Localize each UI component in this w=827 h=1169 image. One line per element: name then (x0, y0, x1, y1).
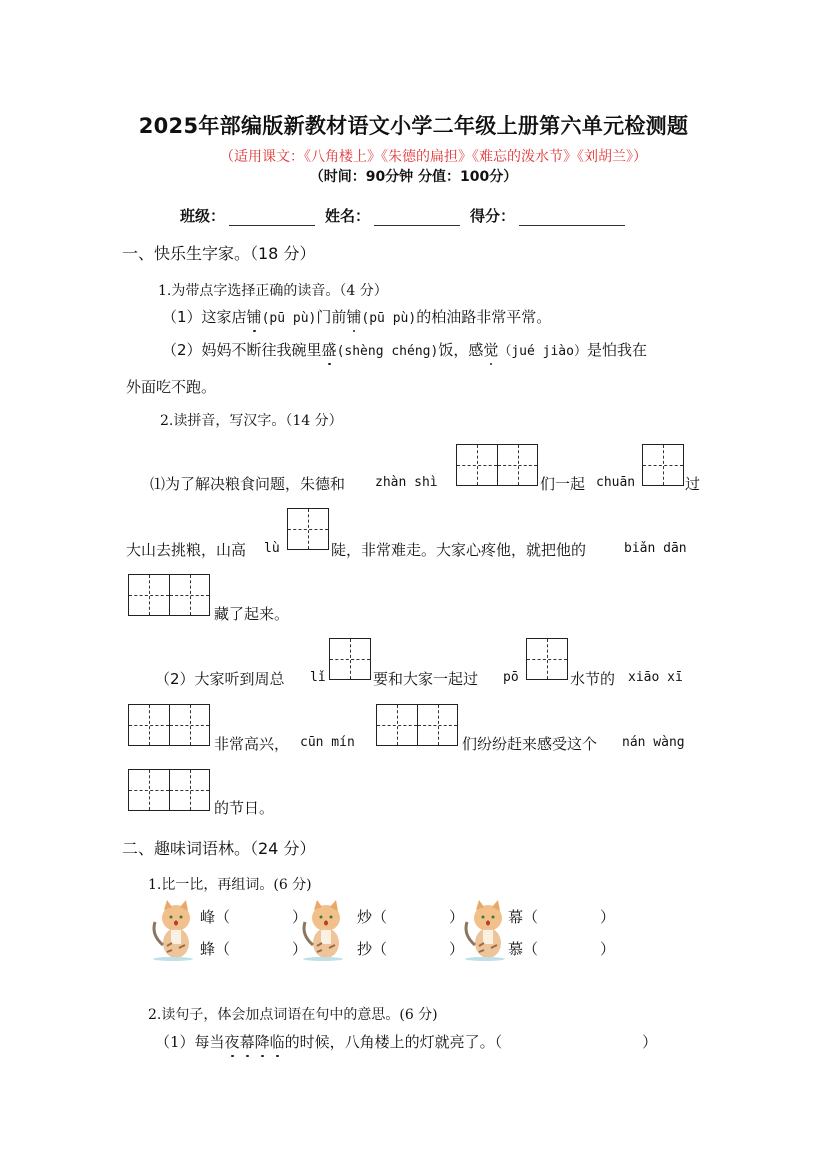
paren: ） (600, 908, 616, 926)
paren: （ (372, 908, 388, 926)
dotted-char: 铺 (346, 308, 362, 326)
text: 的时候，八角楼上的灯就亮了。（ (284, 1033, 503, 1051)
paren: ） (449, 908, 465, 926)
paren: （ (523, 940, 539, 958)
pinyin-li: lǐ (310, 670, 326, 685)
grid-cell[interactable] (129, 770, 169, 810)
cat-illustration-icon (299, 900, 345, 962)
p2-line1-a: （2）大家听到周总 (155, 670, 285, 688)
cat-illustration-icon (461, 900, 507, 962)
dotted-char: 降 (254, 1033, 270, 1051)
word-row (200, 938, 307, 959)
pinyin-po: pō (503, 670, 519, 685)
paren: （ (372, 940, 388, 958)
q1-prompt: 1.为带点字选择正确的读音。（4 分） (158, 283, 388, 299)
text: 的柏油路非常平常。 (416, 308, 552, 326)
dotted-char: 夜 (224, 1033, 240, 1051)
writing-grid-lu[interactable] (287, 508, 329, 550)
writing-grid-biandan[interactable] (128, 574, 210, 616)
paren: ） (642, 1033, 658, 1051)
name-blank[interactable] (374, 209, 460, 226)
writing-grid-zhanshi[interactable] (456, 444, 538, 486)
word-row (508, 938, 615, 959)
p2-line2-e: 们纷纷赶来感受这个 (462, 735, 598, 753)
grid-cell[interactable] (288, 509, 328, 549)
p1-line2-d: 大山去挑粮，山高 (126, 541, 247, 559)
s2-q2-item-1 (155, 1031, 657, 1052)
pinyin-nanwang: nán wàng (622, 735, 685, 750)
s2-q1-prompt: 1.比一比，再组词。(6 分) (148, 877, 312, 893)
text: （2）妈妈不断往我碗里 (162, 341, 322, 359)
compare-char: 炒 (357, 908, 373, 926)
grid-cell[interactable] (169, 575, 209, 615)
writing-grid-xiaoxi[interactable] (128, 704, 210, 746)
student-info-row (180, 205, 635, 226)
grid-cell[interactable] (417, 705, 457, 745)
writing-grid-chuan[interactable] (642, 444, 684, 486)
pinyin-options[interactable]: (pū pù) (361, 311, 417, 326)
compare-char: 峰 (200, 908, 216, 926)
p2-line2-d: 非常高兴， (214, 735, 290, 753)
pinyin-options[interactable]: （jué jiào） (498, 344, 587, 359)
grid-cell[interactable] (129, 575, 169, 615)
p1-line1-c: 过 (685, 475, 701, 493)
class-label: 班级： (180, 207, 226, 225)
pinyin-lu: lù (264, 541, 280, 556)
s2-q2-prompt: 2.读句子，体会加点词语在句中的意思。(6 分) (148, 1007, 438, 1023)
p2-line3-f: 的节日。 (214, 799, 275, 817)
paren: （ (215, 940, 231, 958)
pinyin-xiaoxi: xiāo xī (628, 670, 683, 685)
grid-cell[interactable] (527, 639, 567, 679)
dotted-char: 觉 (483, 341, 499, 359)
dotted-char: 幕 (239, 1033, 255, 1051)
pinyin-chuan: chuān (596, 475, 636, 490)
paren: ） (449, 940, 465, 958)
grid-cell[interactable] (129, 705, 169, 745)
word-row (200, 906, 307, 927)
text: 是怕我在 (586, 341, 647, 359)
compare-char: 蜂 (200, 940, 216, 958)
section-1-heading: 一、快乐生字家。（18 分） (122, 244, 316, 263)
pinyin-options[interactable]: (shèng chéng) (336, 344, 439, 359)
dotted-char: 盛 (321, 341, 337, 359)
writing-grid-cunmin[interactable] (376, 704, 458, 746)
text: 饭，感 (438, 341, 484, 359)
p1-line1-a: ⑴为了解决粮食问题，朱德和 (150, 475, 346, 493)
q2-prompt: 2.读拼音，写汉字。（14 分） (160, 413, 343, 429)
p1-line3-f: 藏了起来。 (214, 605, 290, 623)
grid-cell[interactable] (377, 705, 417, 745)
grid-cell[interactable] (643, 445, 683, 485)
cat-illustration-icon (149, 900, 195, 962)
q1-item-2 (162, 339, 647, 360)
applicable-lessons: （适用课文：《八角楼上》《朱德的扁担》《难忘的泼水节》《刘胡兰》） (220, 149, 647, 165)
class-blank[interactable] (229, 209, 315, 226)
grid-cell[interactable] (497, 445, 537, 485)
page-title: 2025年部编版新教材语文小学二年级上册第六单元检测题 (138, 114, 689, 138)
p2-line1-c: 水节的 (570, 670, 616, 688)
dotted-char: 临 (269, 1033, 285, 1051)
paren: ） (600, 940, 616, 958)
pinyin-cunmin: cūn mín (300, 735, 355, 750)
score-label: 得分： (470, 207, 516, 225)
text: （1）每当 (155, 1033, 225, 1051)
writing-grid-li[interactable] (329, 638, 371, 680)
writing-grid-po[interactable] (526, 638, 568, 680)
pinyin-biandan: biǎn dān (624, 541, 687, 556)
p1-line1-b: 们一起 (540, 475, 586, 493)
grid-cell[interactable] (457, 445, 497, 485)
compare-char: 抄 (357, 940, 373, 958)
word-row (357, 906, 464, 927)
compare-char: 幕 (508, 908, 524, 926)
paren: ） (292, 908, 308, 926)
section-2-heading: 二、趣味词语林。（24 分） (122, 839, 316, 858)
paren: （ (215, 908, 231, 926)
pinyin-options[interactable]: (pū pù) (261, 311, 317, 326)
name-label: 姓名： (325, 207, 371, 225)
writing-grid-nanwang[interactable] (128, 769, 210, 811)
q1-item-1 (162, 306, 551, 327)
q1-item-2-cont: 外面吃不跑。 (126, 378, 217, 396)
paren: ） (292, 940, 308, 958)
compare-char: 慕 (508, 940, 524, 958)
exam-meta: （时间：90分钟 分值：100分） (309, 169, 518, 185)
p2-line1-b: 要和大家一起过 (373, 670, 479, 688)
dotted-char: 铺 (246, 308, 262, 326)
text: 门前 (316, 308, 347, 326)
p1-line2-e: 陡，非常难走。大家心疼他，就把他的 (331, 541, 587, 559)
word-row (357, 938, 464, 959)
text: （1）这家店 (162, 308, 247, 326)
pinyin-zhanshi: zhàn shì (375, 475, 438, 490)
score-blank[interactable] (519, 209, 625, 226)
grid-cell[interactable] (169, 705, 209, 745)
word-row (508, 906, 615, 927)
grid-cell[interactable] (330, 639, 370, 679)
grid-cell[interactable] (169, 770, 209, 810)
paren: （ (523, 908, 539, 926)
